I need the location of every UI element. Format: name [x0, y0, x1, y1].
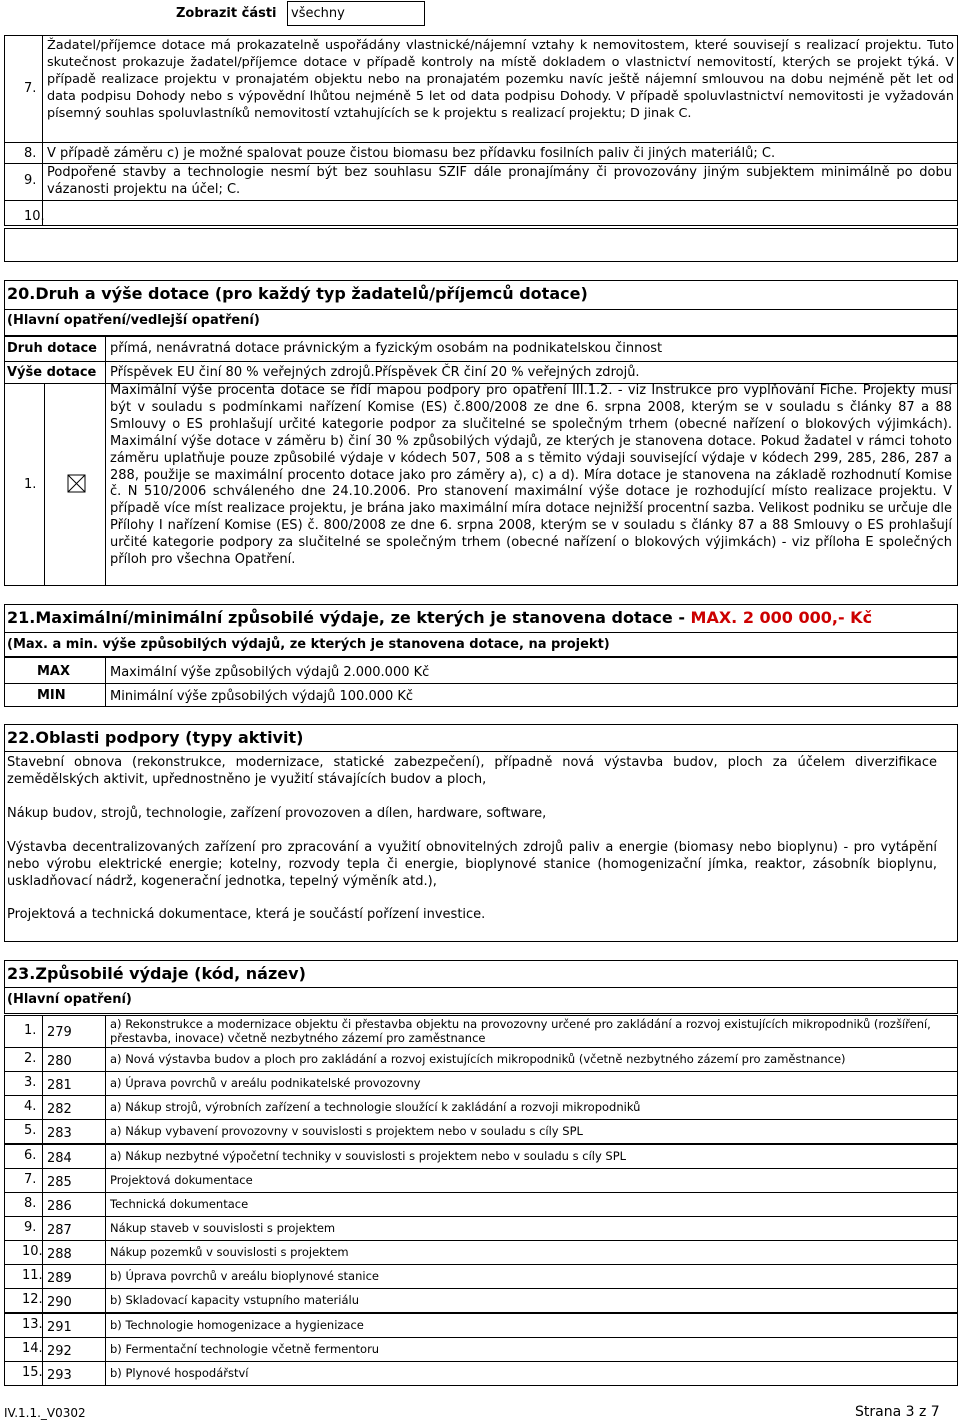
detail-row-num: 1. — [24, 477, 37, 492]
section-23-subtitle: (Hlavní opatření) — [7, 992, 132, 1007]
condition-num: 8. — [24, 146, 37, 161]
expense-row-num: 9. — [24, 1220, 37, 1235]
activity-paragraph: Výstavba decentralizovaných zařízení pro zpracování a využití obnovitelných zdrojů paliv a energie (biomasy nebo bioplynu) - pro vytápění nebo výrobu elektrické energie; kotelny, rozvody tepla či energie, bioplynové stanice (homogenizační jímka, reaktor, zásobník bioplynu, uskladňovací nádrž, kogenerační jednotka, tepelný výměník atd.), — [7, 840, 937, 889]
expense-code: 287 — [47, 1223, 72, 1238]
expense-description: Projektová dokumentace — [110, 1173, 253, 1187]
expense-row-num: 5. — [24, 1123, 37, 1138]
activity-paragraph: Stavební obnova (rekonstrukce, modernizace, statické zabezpečení), případně nová výstavba budov, ploch za účelem diverzifikace zemědělských aktivit, upřednostněno je využití stávajících budov a ploch, — [7, 755, 937, 787]
activity-paragraph: Nákup budov, strojů, technologie, zařízení provozoven a dílen, hardware, software, — [7, 806, 547, 821]
expense-row-num: 6. — [24, 1148, 37, 1163]
condition-num: 10. — [24, 209, 45, 224]
expense-description: b) Technologie homogenizace a hygienizace — [110, 1318, 364, 1332]
filter-select[interactable] — [287, 1, 425, 26]
expense-description: a) Rekonstrukce a modernizace objektu či přestavba objektu na provozovny určené pro zakládání a rozvoj existujících mikropodniků (rozšíření, přestavba, inovace) včetně nezbytného zázemí pro zaměstnance — [110, 1017, 931, 1045]
expense-description: b) Úprava povrchů v areálu bioplynové stanice — [110, 1269, 379, 1283]
condition-num: 7. — [24, 81, 37, 96]
druh-dotace-label: Druh dotace — [7, 341, 97, 356]
section-23-title: 23.Způsobilé výdaje (kód, název) — [7, 964, 306, 983]
max-label: MAX — [37, 664, 71, 679]
expense-description: a) Nákup strojů, výrobních zařízení a technologie sloužící k zakládání a rozvoji mikropodniků — [110, 1100, 641, 1114]
expense-description: a) Nákup nezbytné výpočetní techniky v souvislosti s projektem nebo v souladu s cíly SPL — [110, 1149, 627, 1163]
expense-code: 289 — [47, 1271, 72, 1286]
expense-code: 281 — [47, 1078, 72, 1093]
footer-code: IV.1.1._V0302 — [4, 1406, 86, 1420]
expense-code: 288 — [47, 1247, 72, 1262]
expense-code: 290 — [47, 1295, 72, 1310]
section-20-subtitle: (Hlavní opatření/vedlejší opatření) — [7, 313, 260, 328]
expense-code: 293 — [47, 1368, 72, 1383]
expense-code: 283 — [47, 1126, 72, 1141]
expense-row-num: 11. — [22, 1268, 43, 1283]
expense-row-num: 12. — [22, 1292, 43, 1307]
expense-description: b) Plynové hospodářství — [110, 1366, 249, 1380]
expense-code: 280 — [47, 1054, 72, 1069]
min-label: MIN — [37, 688, 66, 703]
filter-label: Zobrazit části — [176, 6, 277, 21]
section-21-title — [7, 609, 872, 626]
expense-code: 282 — [47, 1102, 72, 1117]
expense-row-num: 3. — [24, 1075, 37, 1090]
expense-description: Technická dokumentace — [110, 1197, 249, 1211]
activity-paragraph: Projektová a technická dokumentace, která je součástí pořízení investice. — [7, 907, 486, 922]
expense-row-num: 1. — [24, 1023, 37, 1038]
expense-code: 279 — [47, 1025, 72, 1040]
expense-description: a) Nákup vybavení provozovny v souvislosti s projektem nebo v souladu s cíly SPL — [110, 1124, 583, 1138]
expense-row-num: 7. — [24, 1172, 37, 1187]
expense-code: 284 — [47, 1151, 72, 1166]
expense-row-num: 10. — [22, 1244, 43, 1259]
section-20-title: 20.Druh a výše dotace (pro každý typ žadatelů/příjemců dotace) — [7, 284, 588, 303]
dotace-detail-text: Maximální výše procenta dotace se řídí mapou podpory pro opatření III.1.2. - viz Instrukce pro vyplňování Fiche. Projekty musí být v souladu s podmínkami nařízení Komise (ES) č.800/2008 ze dne 6. srpna 2008, kterým se v souladu s články 87 a 88 Smlouvy o ES prohlašují určité kategorie podpor za slučitelné se společným trhem (obecné nařízení o blokových výjimkách). Maximální výše dotace v záměru b) činí 30 % způsobilých výdajů, ze kterých je stanovena dotace. Pokud žadatel v rámci tohoto záměru uplatňuje pouze způsobilé výdaje v kódech 507, 508 a s těmito výdaji související výdaje v kódech 299, 285, 286, 287 a 288, použije se maximální procento dotace jako pro záměry a), c) a d). Míra dotace je stanovena na základě rozhodnutí Komise č. N 510/2006 schváleného dne 24.10.2006. Pro stanovení maximální výše dotace je rozhodující místo realizace projektu. V případě více míst realizace projektu, je brána jako maximální míra dotace nejnižší procentní sazba. Velikost podniku se určuje dle Přílohy I nařízení Komise (ES) č. 800/2008 ze dne 6. srpna 2008, kterým se v souladu s články 87 a 88 Smlouvy o ES prohlašují určité kategorie podpory za slučitelné se společným trhem (obecné nařízení o blokových výjimkách) - viz příloha E společných příloh pro všechna Opatření. — [110, 383, 952, 568]
max-value: Maximální výše způsobilých výdajů 2.000.000 Kč — [110, 665, 430, 680]
expense-description: b) Fermentační technologie včetně fermentoru — [110, 1342, 380, 1356]
section-21-subtitle: (Max. a min. výše způsobilých výdajů, ze kterých je stanovena dotace, na projekt) — [7, 637, 610, 652]
expense-code: 292 — [47, 1344, 72, 1359]
condition-text: V případě záměru c) je možné spalovat pouze čistou biomasu bez přídavku fosilních paliv či jiných materiálů; C. — [47, 146, 776, 161]
expense-row-num: 4. — [24, 1099, 37, 1114]
expense-row-num: 8. — [24, 1196, 37, 1211]
expense-code: 286 — [47, 1199, 72, 1214]
expense-row-num: 14. — [22, 1341, 43, 1356]
expense-row-num: 13. — [22, 1317, 43, 1332]
expense-code: 285 — [47, 1175, 72, 1190]
expense-description: a) Nová výstavba budov a ploch pro zakládání a rozvoj existujících mikropodniků (včetně nezbytného zázemí pro zaměstnance) — [110, 1052, 846, 1066]
condition-text: Žadatel/příjemce dotace má prokazatelně uspořádány vlastnické/nájemní vztahy k nemovitostem, které souvisejí s realizací projektu. Tuto skutečnost prokazuje žadatel/příjemce dotace v případě kontroly na místě dokladem o vlastnictví nemovitostí, kterých se projekt týká. V případě realizace projektu v pronajatém objektu nebo na pronajatém pozemku navíc ještě nájemní smlouvou na dobu nejméně pět let od data podpisu Dohody nebo s výpovědní lhůtou nejméně 5 let od data podpisu Dohody. V případě spoluvlastnictví nemovitosti je vyžadován písemný souhlas spoluvlastníků nemovitostí vztahujících se k projektu s realizací projektu; D jinak C. — [47, 38, 954, 121]
expense-row-num: 15. — [22, 1365, 43, 1380]
expense-description: a) Úprava povrchů v areálu podnikatelské provozovny — [110, 1076, 421, 1090]
condition-text: Podpořené stavby a technologie nesmí být bez souhlasu SZIF dále pronajímány či provozovány jiným subjektem minimálně po dobu vázanosti projektu na účel; C. — [47, 165, 952, 197]
expense-description: Nákup pozemků v souvislosti s projektem — [110, 1245, 349, 1259]
expense-row-num: 2. — [24, 1051, 37, 1066]
vyse-dotace-label: Výše dotace — [7, 365, 97, 380]
expense-description: b) Skladovací kapacity vstupního materiálu — [110, 1293, 359, 1307]
expense-description: Nákup staveb v souvislosti s projektem — [110, 1221, 336, 1235]
section-22-title: 22.Oblasti podpory (typy aktivit) — [7, 728, 304, 747]
empty-row — [4, 228, 958, 262]
filter-select-value: všechny — [291, 6, 345, 21]
section-21-title-max: MAX. 2 000 000,- Kč — [690, 608, 873, 627]
min-value: Minimální výše způsobilých výdajů 100.000 Kč — [110, 689, 414, 704]
druh-dotace-value: přímá, nenávratná dotace právnickým a fyzickým osobám na podnikatelskou činnost — [110, 341, 663, 356]
vyse-dotace-value: Příspěvek EU činí 80 % veřejných zdrojů.Příspěvek ČR činí 20 % veřejných zdrojů. — [110, 365, 640, 380]
checked-checkbox-icon[interactable] — [67, 474, 86, 493]
expense-code: 291 — [47, 1320, 72, 1335]
condition-num: 9. — [24, 173, 37, 188]
page-number: Strana 3 z 7 — [855, 1404, 940, 1420]
section-21-title-main: 21.Maximální/minimální způsobilé výdaje, ze kterých je stanovena dotace - — [7, 608, 691, 627]
